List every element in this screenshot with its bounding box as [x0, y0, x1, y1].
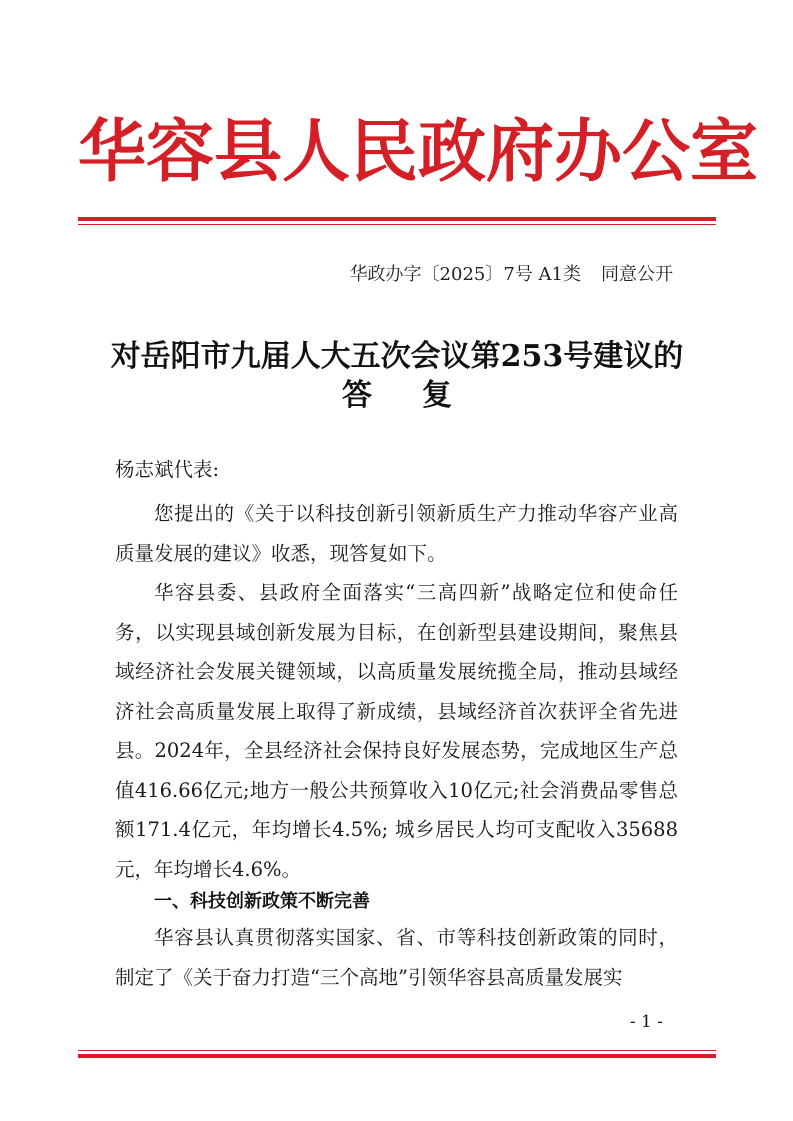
- footer-rule-thin: [78, 1050, 716, 1051]
- document-number: 华政办字〔2025〕7号 A1类: [349, 264, 581, 285]
- issuing-agency-header: 华容县人民政府办公室: [78, 112, 759, 192]
- publicity-status: 同意公开: [601, 264, 673, 285]
- header-rule-thick: [78, 217, 716, 221]
- body-paragraph-1: [115, 494, 678, 573]
- document-title-line1: 对岳阳市九届人大五次会议第253号建议的: [110, 339, 684, 374]
- paragraph-text: 华容县委、县政府全面落实“三高四新”战略定位和使命任务，以实现县域创新发展为目标，在创新型县建设期间，聚焦县域经济社会发展关键领域，以高质量发展统揽全局，推动县域经济社会高质量发展上取得了新成绩，县域经济首次获评全省先进县。2024年，全县经济社会保持良好发展态势，完成地区生产总值416.66亿元;地方一般公共预算收入10亿元;社会消费品零售总额171.4亿元，年均增长4.5%; 城乡居民人均可支配收入35688元，年均增长4.6%。: [115, 581, 678, 881]
- body-paragraph-3: [115, 918, 678, 997]
- header-rule-thin: [78, 224, 716, 225]
- section-heading: 一、科技创新政策不断完善: [154, 891, 370, 912]
- salutation: 杨志斌代表:: [115, 458, 220, 481]
- body-paragraph-2: [115, 573, 678, 889]
- paragraph-text: 您提出的《关于以科技创新引领新质生产力推动华容产业高质量发展的建议》收悉，现答复如下。: [115, 502, 678, 565]
- paragraph-text: 华容县认真贯彻落实国家、省、市等科技创新政策的同时，制定了《关于奋力打造“三个高地”引领华容县高质量发展实: [115, 926, 678, 989]
- footer-rule-thick: [78, 1054, 716, 1058]
- document-number-line: [350, 262, 673, 288]
- document-title-line2: 答复: [342, 378, 502, 413]
- page-number: - 1 -: [629, 1012, 663, 1032]
